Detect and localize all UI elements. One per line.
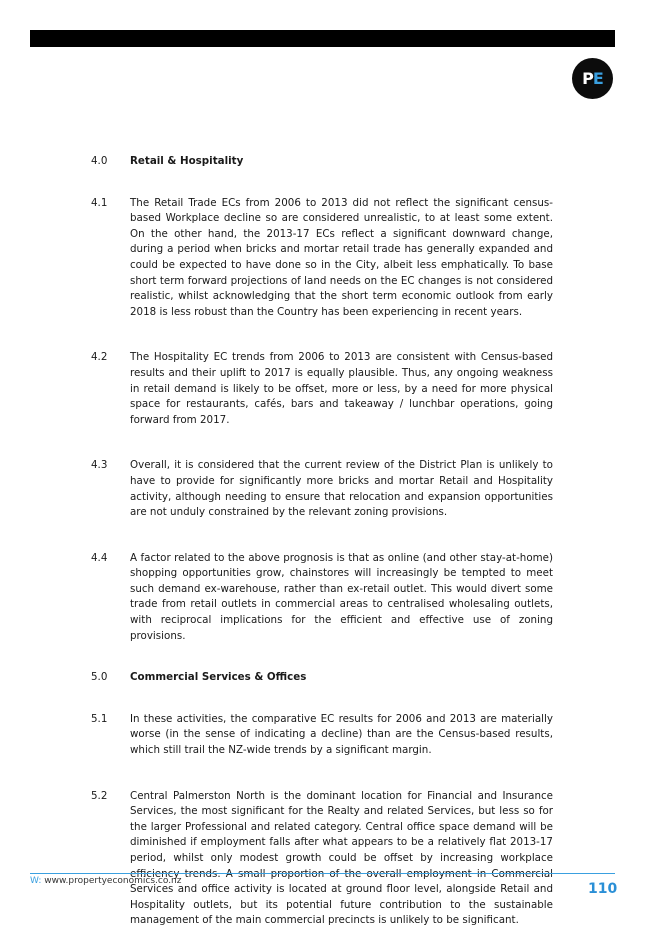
- paragraph-text: Overall, it is considered that the current review of the District Plan is unlikely to have to provide for significantly more bricks and mortar Retail and Hospitality activity, although needing to ensure that relocation and expansion opportunities are not unduly constrained by the relevant zoning provisions.: [130, 459, 553, 519]
- logo-letter-p: P: [582, 69, 593, 88]
- property-economics-logo: [572, 58, 613, 99]
- footer-website: [30, 876, 181, 886]
- paragraph-number: 4.2: [91, 351, 108, 364]
- footer-divider: [30, 873, 615, 874]
- paragraph-number: 4.1: [91, 196, 108, 209]
- paragraph-text: The Retail Trade ECs from 2006 to 2013 did not reflect the significant census-based Workplace decline so are considered unrealistic, to at least some extent. On the other hand, the 2013-17 ECs reflect a significant downward change, during a period when bricks and mortar retail trade has generally expanded and could be expected to have done so in the City, albeit less emphatically. To base short term forward projections of land needs on the EC changes is not considered realistic, whilst acknowledging that the short term economic outlook from early 2018 is less robust than the Country has been experiencing in recent years.: [130, 196, 553, 318]
- paragraph-4-4: [91, 551, 553, 645]
- section-number: 4.0: [91, 155, 108, 167]
- paragraph-number: 5.2: [91, 789, 108, 802]
- section-heading-4-0: [91, 154, 553, 170]
- paragraph-number: 4.3: [91, 459, 108, 472]
- paragraph-number: 4.4: [91, 551, 108, 564]
- logo-letter-e: E: [592, 69, 603, 88]
- paragraph-5-2: [91, 789, 553, 929]
- paragraph-text: Central Palmerston North is the dominant location for Financial and Insurance Services, the most significant for the Realty and related Services, but less so for the larger Professional and related category. Central office space demand will be diminished if employment falls after what appears to be a relatively flat 2013-17 period, whilst only modest growth could be offset by increasing workplace Services and office activity is located at ground floor level, alongside Retail and Hospitality outlets, but its potential future contribution to the sustainable management of the main commercial precincts is unlikely to be significant.: [130, 789, 553, 927]
- paragraph-text: In these activities, the comparative EC results for 2006 and 2013 are materially worse (in the sense of indicating a decline) than are the Census-based results, which still trail the NZ-wide trends by a significant margin.: [130, 712, 553, 757]
- page-number: 110: [588, 881, 618, 897]
- website-label: W:: [30, 876, 42, 886]
- website-link[interactable]: www.propertyeconomics.co.nz: [44, 876, 182, 886]
- section-number: 5.0: [91, 671, 108, 684]
- document-body: [91, 154, 553, 929]
- section-heading-5-0: [91, 670, 553, 686]
- paragraph-number: 5.1: [91, 712, 108, 725]
- paragraph-text: A factor related to the above prognosis is that as online (and other stay-at-home) shopping opportunities grow, chainstores will increasingly be tempted to meet such demand ex-warehouse, rather than ex-retail outlet. This would divert some trade from retail outlets in commercial areas to centralised wholesaling outlets, with reciprocal implications for the efficient and effective use of zoning provisions.: [130, 551, 553, 642]
- paragraph-text: The Hospitality EC trends from 2006 to 2013 are consistent with Census-based results and their uplift to 2017 is equally plausible. Thus, any ongoing weakness in retail demand is likely to be offset, more or less, by a need for more physical space for restaurants, cafés, bars and takeaway / lunchbar operations, going forward from 2017.: [130, 351, 553, 426]
- section-title: Commercial Services & Offices: [130, 671, 307, 684]
- paragraph-4-2: [91, 350, 553, 428]
- paragraph-5-1: [91, 712, 553, 759]
- header-bar: [30, 30, 615, 47]
- paragraph-4-1: [91, 196, 553, 321]
- paragraph-4-3: [91, 458, 553, 520]
- section-title: Retail & Hospitality: [130, 155, 244, 167]
